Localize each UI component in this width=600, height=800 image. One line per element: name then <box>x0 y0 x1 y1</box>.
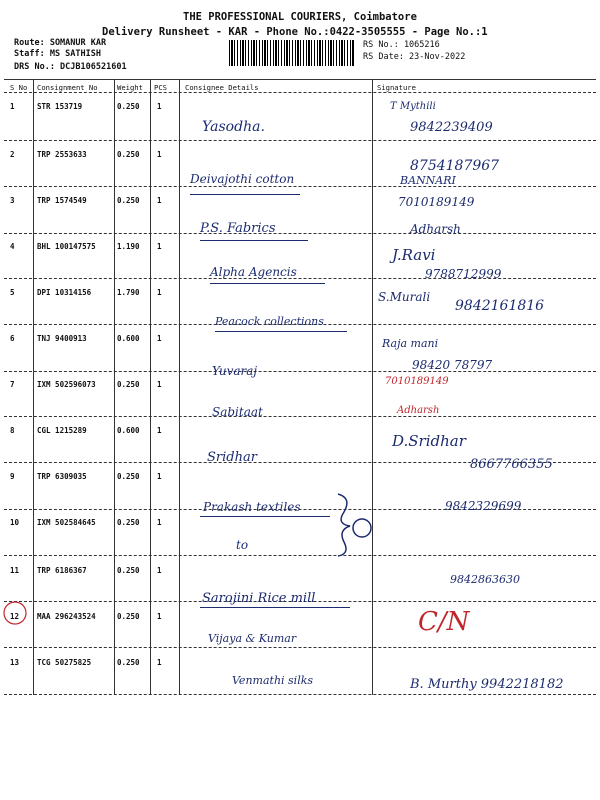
row-consignment-no: IXM 502596073 <box>37 380 96 389</box>
row-weight: 0.600 <box>117 426 140 435</box>
col-header-pcs: PCS <box>154 83 167 92</box>
hw-signature-13: 7010189149 <box>385 376 449 387</box>
row-pcs: 1 <box>157 472 162 481</box>
row-pcs: 1 <box>157 334 162 343</box>
row-separator <box>4 140 596 141</box>
row-pcs: 1 <box>157 380 162 389</box>
hw-consignee-6: Yuvaraj <box>212 364 258 378</box>
hw-signature-14: Adharsh <box>397 405 440 416</box>
row-sno: 13 <box>10 658 20 667</box>
row-sno: 7 <box>10 380 15 389</box>
col-header-consignee: Consignee Details <box>185 83 259 92</box>
hw-consignee-7: Sabitaat <box>212 405 263 419</box>
row-separator <box>4 555 596 556</box>
row-pcs: 1 <box>157 426 162 435</box>
row-sno: 9 <box>10 472 15 481</box>
row-weight: 0.600 <box>117 334 140 343</box>
row-consignment-no: TRP 6186367 <box>37 566 87 575</box>
hw-consignee-10: to <box>236 538 249 552</box>
hw-signature-17: 9842329699 <box>445 499 522 513</box>
col-header-signature: Signature <box>377 83 416 92</box>
hw-brace-circle <box>330 490 380 560</box>
row-separator <box>4 233 596 234</box>
col-divider-4 <box>179 79 180 695</box>
hw-signature-15: D.Sridhar <box>392 432 466 450</box>
hw-signature-20: B. Murthy 9942218182 <box>410 677 564 692</box>
hw-underline <box>215 331 347 332</box>
row-separator <box>4 371 596 372</box>
row-sno: 4 <box>10 242 15 251</box>
row-consignment-no: IXM 502584645 <box>37 518 96 527</box>
hw-underline <box>210 283 325 284</box>
row-separator <box>4 647 596 648</box>
row-pcs: 1 <box>157 196 162 205</box>
hw-signature-5: 7010189149 <box>398 195 475 209</box>
hw-underline <box>200 516 330 517</box>
row-consignment-no: TRP 1574549 <box>37 196 87 205</box>
hw-signature-6: Adharsh <box>410 222 461 236</box>
col-header-weight: Weight <box>117 83 143 92</box>
row-separator <box>4 278 596 279</box>
row-pcs: 1 <box>157 658 162 667</box>
hw-signature-1: T Mythili <box>390 101 436 112</box>
hw-signature-19: C/N <box>418 607 470 637</box>
col-divider-2 <box>114 79 115 695</box>
staff-label: Staff: MS SATHISH <box>14 49 101 59</box>
row-weight: 0.250 <box>117 150 140 159</box>
row-separator <box>4 186 596 187</box>
hw-signature-10: 9842161816 <box>455 298 545 314</box>
drs-number: DRS No.: DCJB106521601 <box>14 62 127 72</box>
row-pcs: 1 <box>157 288 162 297</box>
row-consignment-no: TRP 2553633 <box>37 150 87 159</box>
row-weight: 0.250 <box>117 612 140 621</box>
hw-signature-18: 9842863630 <box>450 573 520 586</box>
row-weight: 0.250 <box>117 102 140 111</box>
hw-consignee-5: Peacock collections <box>215 315 324 328</box>
row-pcs: 1 <box>157 518 162 527</box>
row-sno: 10 <box>10 518 20 527</box>
row-consignment-no: BHL 100147575 <box>37 242 96 251</box>
row-weight: 0.250 <box>117 518 140 527</box>
hw-consignee-8: Sridhar <box>207 450 257 465</box>
row-weight: 1.190 <box>117 242 140 251</box>
row-sno: 3 <box>10 196 15 205</box>
hw-signature-11: Raja mani <box>382 337 439 350</box>
hw-signature-2: 9842239409 <box>410 120 493 135</box>
row-weight: 0.250 <box>117 566 140 575</box>
row-pcs: 1 <box>157 150 162 159</box>
rs-date: RS Date: 23-Nov-2022 <box>363 52 466 62</box>
route-label: Route: SOMANUR KAR <box>14 38 107 48</box>
row-weight: 0.250 <box>117 380 140 389</box>
row-consignment-no: MAA 296243524 <box>37 612 96 621</box>
hw-signature-3: 8754187967 <box>410 158 500 174</box>
row-separator <box>4 694 596 695</box>
company-title: THE PROFESSIONAL COURIERS, Coimbatore <box>183 11 417 23</box>
row-consignment-no: TRP 6309035 <box>37 472 87 481</box>
table-top-border <box>4 79 596 80</box>
row-weight: 0.250 <box>117 472 140 481</box>
row-weight: 1.790 <box>117 288 140 297</box>
hw-underline <box>200 240 308 241</box>
hw-consignee-1: Yasodha. <box>202 119 265 135</box>
barcode <box>229 40 355 66</box>
hw-underline <box>200 607 350 608</box>
hw-consignee-11: Sarojini Rice mill <box>202 591 316 606</box>
row-sno: 6 <box>10 334 15 343</box>
hw-consignee-3: P.S. Fabrics <box>200 221 276 236</box>
row-sno: 8 <box>10 426 15 435</box>
col-header-consignment: Consignment No <box>37 83 98 92</box>
hw-consignee-12: Vijaya & Kumar <box>208 632 297 645</box>
col-divider-3 <box>150 79 151 695</box>
row-consignment-no: TNJ 9400913 <box>37 334 87 343</box>
hw-consignee-13: Venmathi silks <box>232 674 314 687</box>
red-circle-mark <box>2 600 28 626</box>
hw-signature-9: S.Murali <box>378 290 431 304</box>
hw-consignee-9: Prakash textiles <box>203 500 301 514</box>
row-sno: 1 <box>10 102 15 111</box>
row-pcs: 1 <box>157 566 162 575</box>
hw-signature-12: 98420 78797 <box>412 358 493 372</box>
row-pcs: 1 <box>157 102 162 111</box>
row-consignment-no: TCG 50275825 <box>37 658 92 667</box>
hw-consignee-2: Deivajothi cotton <box>190 172 295 186</box>
row-sno: 11 <box>10 566 20 575</box>
row-consignment-no: STR 153719 <box>37 102 83 111</box>
header-separator <box>4 92 596 93</box>
row-weight: 0.250 <box>117 196 140 205</box>
row-weight: 0.250 <box>117 658 140 667</box>
hw-signature-16: 8667766355 <box>470 457 553 472</box>
col-divider-5 <box>372 79 373 695</box>
hw-signature-4: BANNARI <box>400 174 456 187</box>
hw-underline <box>190 194 300 195</box>
col-divider-1 <box>33 79 34 695</box>
hw-signature-8: 9788712999 <box>425 267 502 281</box>
row-sno: 12 <box>10 612 20 621</box>
row-pcs: 1 <box>157 242 162 251</box>
row-sno: 5 <box>10 288 15 297</box>
hw-signature-7: J.Ravi <box>392 246 436 264</box>
row-sno: 2 <box>10 150 15 159</box>
rs-number: RS No.: 1065216 <box>363 40 440 50</box>
runsheet-subtitle: Delivery Runsheet - KAR - Phone No.:0422-3505555 - Page No.:1 <box>102 26 488 38</box>
row-consignment-no: DPI 10314156 <box>37 288 92 297</box>
row-consignment-no: CGL 1215289 <box>37 426 87 435</box>
row-pcs: 1 <box>157 612 162 621</box>
col-header-sno: S No <box>10 83 28 92</box>
hw-consignee-4: Alpha Agencis <box>210 265 297 279</box>
row-separator <box>4 416 596 417</box>
